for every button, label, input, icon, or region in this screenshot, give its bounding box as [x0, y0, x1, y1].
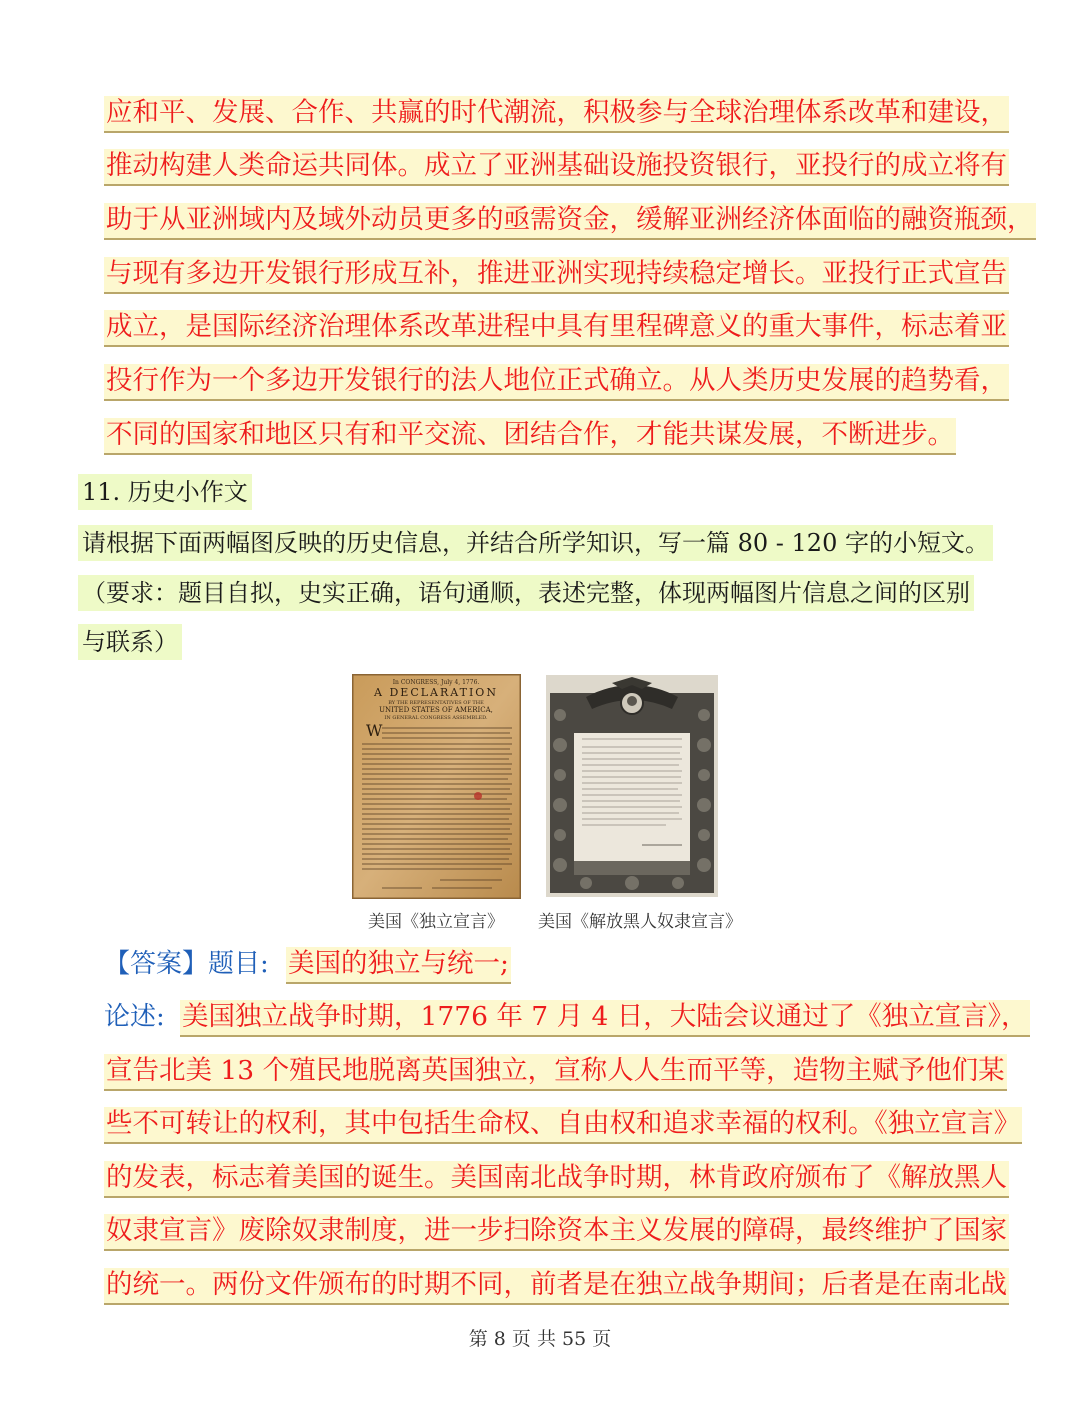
answer-top-line-7: 不同的国家和地区只有和平交流、团结合作，才能共谋发展，不断进步。 [104, 418, 956, 455]
question-title: 11. 历史小作文 [78, 474, 252, 510]
answer-line-3: 些不可转让的权利，其中包括生命权、自由权和追求幸福的权利。《独立宣言》 [104, 1107, 1022, 1144]
question-requirement-line-1: （要求：题目自拟，史实正确，语句通顺，表述完整，体现两幅图片信息之间的区别 [78, 575, 974, 611]
answer-title: 美国的独立与统一; [286, 947, 511, 984]
figure-caption-left: 美国《独立宣言》 [368, 912, 504, 932]
question-requirement-line-2: 与联系） [78, 624, 182, 660]
page-number-footer: 第 8 页 共 55 页 [468, 1328, 612, 1350]
svg-text:W: W [366, 721, 383, 740]
answer-line-4: 的发表，标志着美国的诞生。美国南北战争时期，林肯政府颁布了《解放黑人 [104, 1161, 1009, 1198]
svg-text:A DECLARATION: A DECLARATION [374, 686, 498, 699]
answer-line-6: 的统一。两份文件颁布的时期不同，前者是在独立战争期间；后者是在南北战 [104, 1268, 1009, 1305]
answer-top-line-5: 成立，是国际经济治理体系改革进程中具有里程碑意义的重大事件，标志着亚 [104, 310, 1009, 347]
answer-top-line-3: 助于从亚洲域内及域外动员更多的亟需资金，缓解亚洲经济体面临的融资瓶颈， [104, 203, 1036, 240]
discussion-label: 论述: [104, 1002, 165, 1032]
answer-line-1: 美国独立战争时期，1776 年 7 月 4 日，大陆会议通过了《独立宣言》， [180, 1000, 1030, 1037]
answer-line-2: 宣告北美 13 个殖民地脱离英国独立，宣称人人生而平等，造物主赋予他们某 [104, 1054, 1007, 1091]
answer-label: 【答案】题目: [104, 949, 269, 979]
figure-caption-right: 美国《解放黑人奴隶宣言》 [538, 912, 742, 932]
answer-top-line-4: 与现有多边开发银行形成互补，推进亚洲实现持续稳定增长。亚投行正式宣告 [104, 257, 1009, 294]
answer-top-line-2: 推动构建人类命运共同体。成立了亚洲基础设施投资银行，亚投行的成立将有 [104, 149, 1009, 186]
svg-text:UNITED STATES OF AMERICA,: UNITED STATES OF AMERICA, [379, 706, 493, 714]
engraving-graphic [546, 675, 718, 897]
svg-text:In CONGRESS, July 4, 1776.: In CONGRESS, July 4, 1776. [392, 679, 480, 686]
question-prompt: 请根据下面两幅图反映的历史信息，并结合所学知识，写一篇 80 - 120 字的小短文。 [78, 525, 993, 561]
declaration-of-independence-image [352, 674, 521, 899]
svg-text:IN GENERAL CONGRESS ASSEMBLED.: IN GENERAL CONGRESS ASSEMBLED. [384, 715, 488, 721]
emancipation-proclamation-image [546, 675, 718, 897]
svg-text:BY THE REPRESENTATIVES OF THE: BY THE REPRESENTATIVES OF THE [388, 700, 484, 706]
answer-top-line-6: 投行作为一个多边开发银行的法人地位正式确立。从人类历史发展的趋势看， [104, 364, 1009, 401]
parchment-graphic [352, 674, 521, 899]
answer-line-5: 奴隶宣言》废除奴隶制度，进一步扫除资本主义发展的障碍，最终维护了国家 [104, 1214, 1009, 1251]
answer-top-line-1: 应和平、发展、合作、共赢的时代潮流，积极参与全球治理体系改革和建设， [104, 96, 1009, 133]
